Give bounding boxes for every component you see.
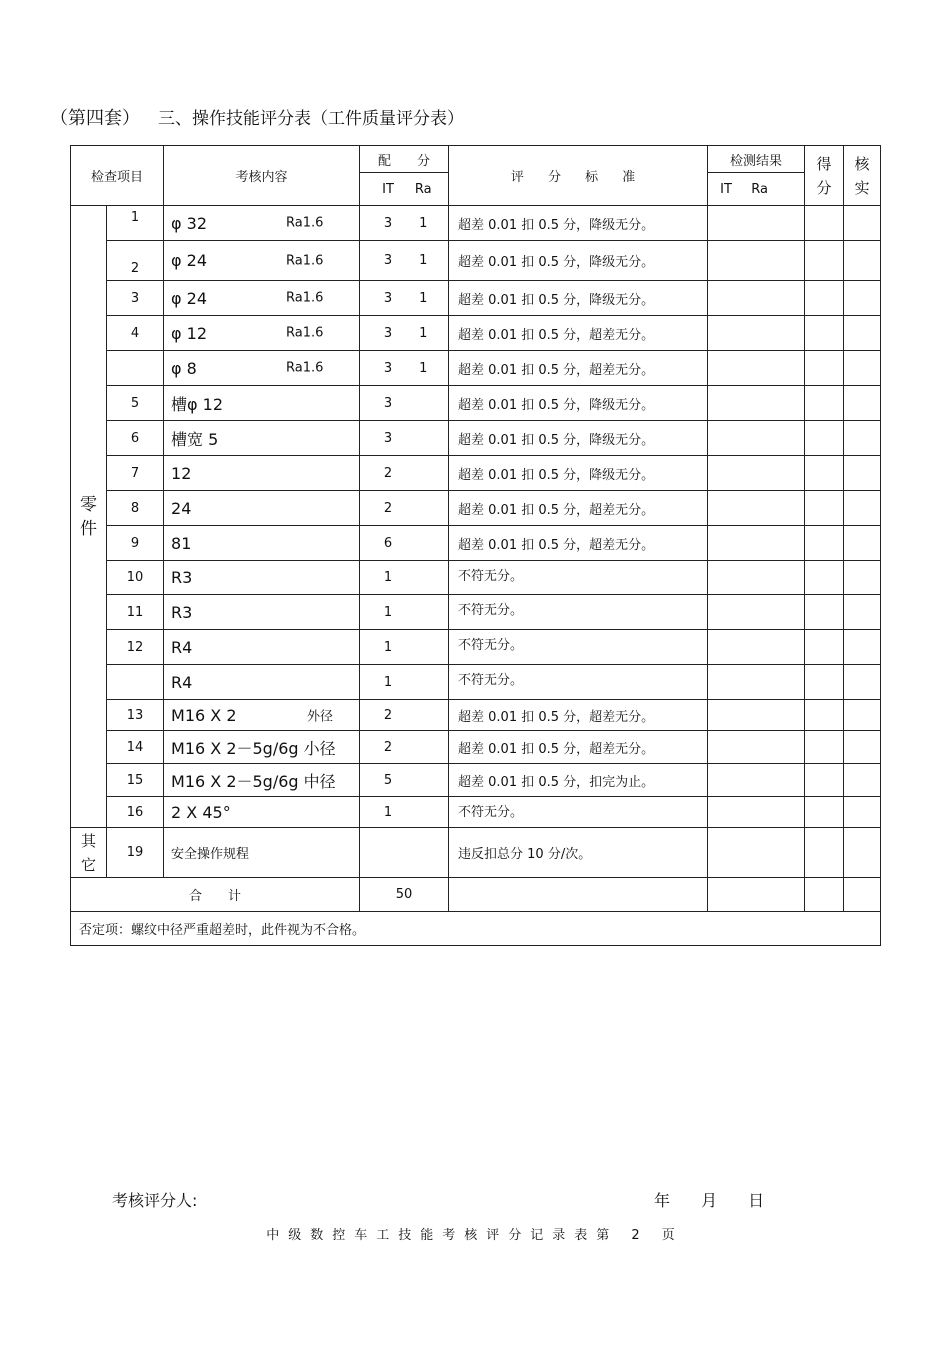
table-row: [71, 351, 881, 386]
row-content-text: φ 24: [171, 288, 208, 308]
row-content: [164, 595, 360, 630]
row-content: [164, 630, 360, 665]
row-score-it: 3: [383, 430, 393, 446]
row-number: 9: [107, 526, 164, 561]
score-table: [70, 145, 881, 946]
row-score-ra: [410, 640, 436, 655]
row-got[interactable]: [805, 386, 844, 421]
row-content-text: R3: [171, 568, 193, 587]
row-content: [164, 386, 360, 421]
table-row: [71, 630, 881, 665]
row-check[interactable]: [844, 281, 881, 316]
row-score: [360, 386, 449, 421]
header-check: 核 实: [844, 146, 881, 206]
row-content: [164, 797, 360, 828]
row-got[interactable]: [805, 351, 844, 386]
row-score: [360, 491, 449, 526]
row-content-text: R3: [171, 602, 193, 622]
header-it: IT: [382, 181, 394, 197]
row-content-text: 槽φ 12: [171, 394, 224, 414]
row-number: 4: [107, 316, 164, 351]
row-content: [164, 281, 360, 316]
row-content-text: 24: [171, 498, 192, 518]
row-content-text: φ 24: [171, 251, 208, 270]
row-score: [360, 526, 449, 561]
row-number: 8: [107, 491, 164, 526]
row-check[interactable]: [844, 665, 881, 700]
row-check[interactable]: [844, 351, 881, 386]
row-criteria: 超差 0.01 扣 0.5 分，降级无分。: [449, 421, 708, 456]
total-check[interactable]: [844, 878, 881, 912]
row-result[interactable]: [708, 386, 805, 421]
row-score-it: 1: [383, 570, 393, 585]
row-number: 3: [107, 281, 164, 316]
row-score-it: 6: [383, 535, 393, 551]
table-row: [71, 241, 881, 281]
table-row: [71, 206, 881, 241]
row-criteria: 违反扣总分 10 分/次。: [449, 828, 708, 878]
row-content: [164, 206, 360, 241]
row-result[interactable]: [708, 797, 805, 828]
row-check[interactable]: [844, 797, 881, 828]
row-number: 15: [107, 764, 164, 797]
row-content-text: 81: [171, 533, 192, 553]
row-score-ra: [410, 501, 436, 516]
row-result[interactable]: [708, 731, 805, 764]
row-score-it: 3: [383, 215, 393, 231]
row-content-text: φ 32: [171, 213, 208, 233]
row-check[interactable]: [844, 561, 881, 595]
row-score-it: 2: [383, 707, 393, 723]
score-table-wrapper: [70, 145, 881, 946]
row-number: 19: [107, 828, 164, 878]
row-got[interactable]: [805, 316, 844, 351]
row-got[interactable]: [805, 241, 844, 281]
row-result[interactable]: [708, 700, 805, 731]
row-criteria: 超差 0.01 扣 0.5 分，降级无分。: [449, 456, 708, 491]
row-got[interactable]: [805, 630, 844, 665]
row-score: [360, 206, 449, 241]
table-row: [71, 526, 881, 561]
row-got[interactable]: [805, 700, 844, 731]
header-ra: Ra: [414, 181, 432, 197]
table-row-total: [71, 878, 881, 912]
row-content-text: φ 12: [171, 323, 208, 343]
table-row: [71, 595, 881, 630]
row-got[interactable]: [805, 731, 844, 764]
row-result[interactable]: [708, 526, 805, 561]
group-parts: 零 件: [71, 206, 107, 828]
row-got[interactable]: [805, 206, 844, 241]
table-row: [71, 386, 881, 421]
row-score-it: 2: [383, 500, 393, 516]
row-number: 2: [107, 241, 164, 281]
table-row: [71, 700, 881, 731]
row-score: [360, 281, 449, 316]
row-score-it: 5: [383, 772, 393, 788]
header-item: 检查项目: [71, 146, 164, 206]
page-footer: 中级数控车工技能考核评分记录表第 2 页: [266, 1228, 684, 1243]
row-number: 16: [107, 797, 164, 828]
row-score-ra: [410, 570, 436, 585]
header-result-split: [708, 173, 805, 206]
row-score: [360, 351, 449, 386]
row-number: 7: [107, 456, 164, 491]
row-got[interactable]: [805, 595, 844, 630]
row-score-it: 3: [383, 325, 393, 341]
row-content-text: R4: [171, 637, 193, 657]
row-score-ra: 1: [419, 360, 428, 376]
table-row-other: [71, 828, 881, 878]
group-other: 其 它: [71, 828, 107, 878]
row-number: 12: [107, 630, 164, 665]
row-score-it: 1: [383, 674, 393, 690]
row-got[interactable]: [805, 828, 844, 878]
row-check[interactable]: [844, 630, 881, 665]
row-got[interactable]: [805, 764, 844, 797]
row-score-it: 1: [383, 639, 393, 655]
row-check[interactable]: [844, 526, 881, 561]
row-content-text: φ 8: [171, 358, 197, 378]
row-check[interactable]: [844, 241, 881, 281]
row-result[interactable]: [708, 630, 805, 665]
row-score: [360, 630, 449, 665]
total-result[interactable]: [708, 878, 805, 912]
row-criteria: 超差 0.01 扣 0.5 分，超差无分。: [449, 316, 708, 351]
row-check[interactable]: [844, 491, 881, 526]
row-content: [164, 421, 360, 456]
row-score: [360, 828, 449, 878]
row-criteria: 超差 0.01 扣 0.5 分，扣完为止。: [449, 764, 708, 797]
row-score-ra: [410, 396, 436, 411]
header-content: 考核内容: [164, 146, 360, 206]
table-row: [71, 281, 881, 316]
row-criteria: 超差 0.01 扣 0.5 分，超差无分。: [449, 526, 708, 561]
row-result[interactable]: [708, 595, 805, 630]
row-score-it: 3: [383, 360, 393, 376]
title-main: 三、操作技能评分表（工件质量评分表）: [158, 109, 464, 129]
row-check[interactable]: [844, 386, 881, 421]
row-got[interactable]: [805, 456, 844, 491]
row-number: 11: [107, 595, 164, 630]
row-check[interactable]: [844, 595, 881, 630]
row-roughness: 外径: [307, 709, 334, 725]
row-score-it: 3: [383, 290, 393, 306]
header-score-split: [360, 173, 449, 206]
row-check[interactable]: [844, 456, 881, 491]
row-criteria: 不符无分。: [449, 665, 708, 700]
row-score-ra: [410, 675, 436, 690]
row-check[interactable]: [844, 764, 881, 797]
row-result[interactable]: [708, 491, 805, 526]
row-check[interactable]: [844, 421, 881, 456]
row-criteria: 超差 0.01 扣 0.5 分，降级无分。: [449, 241, 708, 281]
row-result[interactable]: [708, 456, 805, 491]
row-score-it: 1: [383, 604, 393, 620]
row-content: [164, 456, 360, 491]
row-score-ra: [410, 431, 436, 446]
row-criteria: 超差 0.01 扣 0.5 分，降级无分。: [449, 206, 708, 241]
row-score: [360, 731, 449, 764]
row-result[interactable]: [708, 828, 805, 878]
row-score-it: 2: [383, 739, 393, 755]
row-result[interactable]: [708, 206, 805, 241]
row-score-ra: 1: [419, 215, 428, 231]
row-score-it: 2: [383, 465, 393, 481]
row-number: 6: [107, 421, 164, 456]
row-result[interactable]: [708, 665, 805, 700]
negation-note: 否定项：螺纹中径严重超差时，此件视为不合格。: [71, 912, 881, 946]
row-content-text: 12: [171, 463, 192, 483]
row-content-text: M16 X 2－5g/6g 小径: [171, 738, 336, 758]
row-content-text: M16 X 2: [171, 705, 237, 725]
header-criteria: 评 分 标 准: [449, 146, 708, 206]
header-result-it: IT: [720, 181, 732, 197]
row-content: [164, 665, 360, 700]
row-score: [360, 241, 449, 281]
row-result[interactable]: [708, 421, 805, 456]
row-number: 5: [107, 386, 164, 421]
row-content-text: 槽宽 5: [171, 429, 219, 449]
row-score: [360, 456, 449, 491]
row-check[interactable]: [844, 700, 881, 731]
date-label: 年 月 日: [654, 1191, 765, 1210]
row-score: [360, 561, 449, 595]
row-score: [360, 421, 449, 456]
table-row: [71, 731, 881, 764]
row-content: [164, 351, 360, 386]
row-criteria: 不符无分。: [449, 595, 708, 630]
row-score-ra: [410, 605, 436, 620]
row-number: 10: [107, 561, 164, 595]
row-content: [164, 526, 360, 561]
row-content-text: 2 X 45°: [171, 802, 231, 822]
table-row-negation: [71, 912, 881, 946]
row-check[interactable]: [844, 316, 881, 351]
row-got[interactable]: [805, 491, 844, 526]
table-row: [71, 665, 881, 700]
row-criteria: 不符无分。: [449, 630, 708, 665]
row-roughness: Ra1.6: [286, 253, 324, 268]
row-criteria: 超差 0.01 扣 0.5 分，超差无分。: [449, 491, 708, 526]
total-got[interactable]: [805, 878, 844, 912]
row-score: [360, 700, 449, 731]
row-got[interactable]: [805, 561, 844, 595]
row-roughness: Ra1.6: [286, 325, 324, 341]
row-content-text: M16 X 2－5g/6g 中径: [171, 771, 336, 791]
row-score-ra: 1: [419, 290, 428, 306]
row-score-ra: [410, 740, 436, 755]
row-content: [164, 731, 360, 764]
header-score: 配 分: [360, 146, 449, 173]
row-score: [360, 797, 449, 828]
total-criteria: [449, 878, 708, 912]
row-score-ra: 1: [419, 253, 428, 268]
table-row: [71, 316, 881, 351]
table-row: [71, 421, 881, 456]
row-got[interactable]: [805, 281, 844, 316]
table-row: [71, 491, 881, 526]
row-score-ra: [410, 708, 436, 723]
row-content: [164, 241, 360, 281]
row-score-ra: 1: [419, 325, 428, 341]
row-got[interactable]: [805, 421, 844, 456]
title-set: （第四套）: [50, 108, 140, 129]
row-check[interactable]: [844, 206, 881, 241]
row-number: 14: [107, 731, 164, 764]
row-criteria: 超差 0.01 扣 0.5 分，降级无分。: [449, 386, 708, 421]
total-value: 50: [360, 878, 449, 912]
row-result[interactable]: [708, 351, 805, 386]
header-result: 检测结果: [708, 146, 805, 173]
row-content: 安全操作规程: [164, 828, 360, 878]
row-criteria: 超差 0.01 扣 0.5 分，超差无分。: [449, 351, 708, 386]
table-row: [71, 561, 881, 595]
row-roughness: Ra1.6: [286, 290, 324, 306]
table-row: [71, 797, 881, 828]
row-check[interactable]: [844, 828, 881, 878]
row-score: [360, 595, 449, 630]
row-content: [164, 316, 360, 351]
row-roughness: Ra1.6: [286, 360, 324, 376]
row-criteria: 超差 0.01 扣 0.5 分，降级无分。: [449, 281, 708, 316]
row-score-ra: [410, 773, 436, 788]
row-criteria: 超差 0.01 扣 0.5 分，超差无分。: [449, 731, 708, 764]
row-score-it: 1: [383, 804, 393, 820]
signer-label: 考核评分人:: [112, 1191, 198, 1210]
row-number: 1: [107, 206, 164, 241]
row-score-ra: [410, 536, 436, 551]
row-score-it: 3: [383, 395, 393, 411]
row-score-ra: [410, 805, 436, 820]
table-row: [71, 764, 881, 797]
row-result[interactable]: [708, 561, 805, 595]
row-score-it: 3: [383, 253, 393, 268]
row-content: [164, 561, 360, 595]
row-content: [164, 491, 360, 526]
row-score: [360, 764, 449, 797]
row-got[interactable]: [805, 665, 844, 700]
row-score: [360, 316, 449, 351]
row-score-ra: [410, 466, 436, 481]
page-title: [50, 104, 464, 130]
row-criteria: 超差 0.01 扣 0.5 分，超差无分。: [449, 700, 708, 731]
row-got[interactable]: [805, 526, 844, 561]
row-result[interactable]: [708, 281, 805, 316]
row-check[interactable]: [844, 731, 881, 764]
row-content: [164, 764, 360, 797]
row-criteria: 不符无分。: [449, 561, 708, 595]
row-got[interactable]: [805, 797, 844, 828]
header-got: 得 分: [805, 146, 844, 206]
row-number: 13: [107, 700, 164, 731]
row-content: [164, 700, 360, 731]
row-score: [360, 665, 449, 700]
row-roughness: Ra1.6: [286, 215, 324, 231]
row-content-text: R4: [171, 672, 193, 692]
row-number: [107, 665, 164, 700]
row-result[interactable]: [708, 316, 805, 351]
row-result[interactable]: [708, 241, 805, 281]
header-result-ra: Ra: [751, 181, 768, 197]
total-label: 合 计: [71, 878, 360, 912]
row-number: [107, 351, 164, 386]
row-criteria: 不符无分。: [449, 797, 708, 828]
row-result[interactable]: [708, 764, 805, 797]
table-row: [71, 456, 881, 491]
